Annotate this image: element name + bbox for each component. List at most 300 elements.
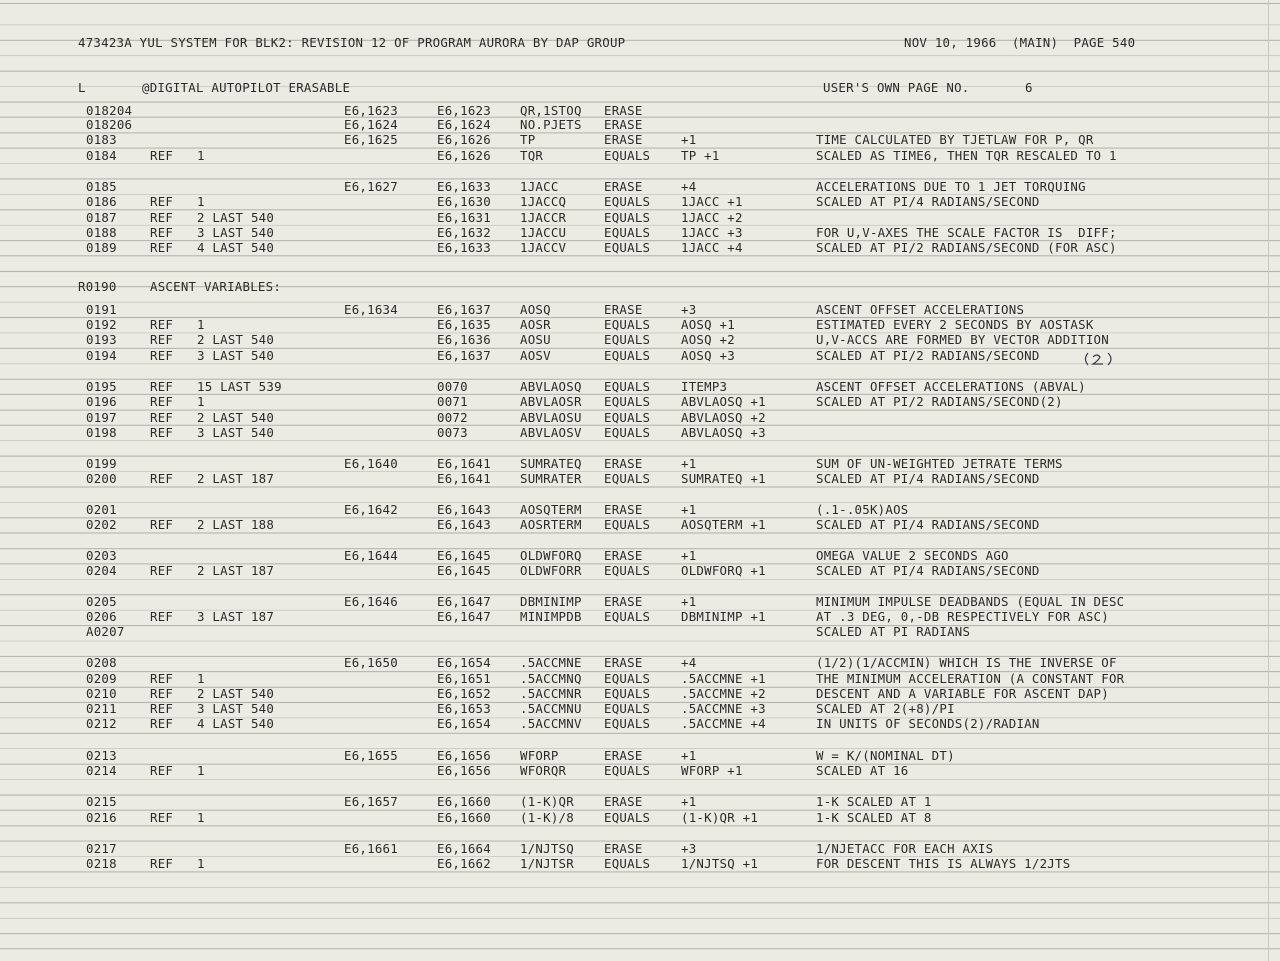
ref-marker: REF (150, 425, 174, 440)
address: E6,1626 (437, 132, 491, 147)
ref-marker: REF (150, 810, 174, 825)
erasable-address: E6,1655 (344, 748, 398, 763)
address: E6,1637 (437, 348, 491, 363)
symbol-name: 1JACCV (520, 240, 567, 255)
comment: SCALED AT 16 (816, 763, 909, 778)
operand: +1 (681, 794, 697, 809)
ref-marker: REF (150, 332, 174, 347)
opcode: EQUALS (604, 471, 651, 486)
listing-row (0, 241, 1280, 255)
operand: TP +1 (681, 148, 720, 163)
listing-row (0, 333, 1280, 347)
ref-marker: REF (150, 471, 174, 486)
operand: 1JACC +1 (681, 194, 743, 209)
opcode: EQUALS (604, 671, 651, 686)
symbol-name: (1-K)/8 (520, 810, 574, 825)
address: E6,1641 (437, 471, 491, 486)
listing-row (0, 717, 1280, 731)
listing-row (0, 133, 1280, 147)
line-number: 0209 (86, 671, 117, 686)
symbol-name: SUMRATER (520, 471, 582, 486)
opcode: EQUALS (604, 348, 651, 363)
address: E6,1632 (437, 225, 491, 240)
ref-info: 3 LAST 540 (197, 701, 275, 716)
opcode: EQUALS (604, 810, 651, 825)
line-number: 0212 (86, 716, 117, 731)
comment: MINIMUM IMPULSE DEADBANDS (EQUAL IN DESC (816, 594, 1125, 609)
erasable-address: E6,1624 (344, 117, 398, 132)
symbol-name: 1JACCR (520, 210, 567, 225)
symbol-name: 1JACCQ (520, 194, 567, 209)
line-number: 0208 (86, 655, 117, 670)
line-number: 0192 (86, 317, 117, 332)
line-number: 0205 (86, 594, 117, 609)
address: E6,1645 (437, 563, 491, 578)
listing-row (0, 764, 1280, 778)
comment: ESTIMATED EVERY 2 SECONDS BY AOSTASK (816, 317, 1094, 332)
address: E6,1623 (437, 103, 491, 118)
operand: +4 (681, 655, 697, 670)
address: 0072 (437, 410, 468, 425)
handwritten-annotation (1082, 352, 1116, 366)
line-number: 0213 (86, 748, 117, 763)
operand: SUMRATEQ +1 (681, 471, 766, 486)
ref-marker: REF (150, 763, 174, 778)
listing-row (0, 549, 1280, 563)
opcode: EQUALS (604, 240, 651, 255)
comment: SCALED AT PI/2 RADIANS/SECOND (816, 348, 1040, 363)
comment: FOR DESCENT THIS IS ALWAYS 1/2JTS (816, 856, 1071, 871)
listing-row (0, 118, 1280, 132)
line-number: 0215 (86, 794, 117, 809)
ref-marker: REF (150, 716, 174, 731)
opcode: ERASE (604, 456, 643, 471)
address: E6,1643 (437, 517, 491, 532)
ref-info: 1 (197, 148, 205, 163)
line-number: 0194 (86, 348, 117, 363)
erasable-address: E6,1646 (344, 594, 398, 609)
operand: AOSQ +3 (681, 348, 735, 363)
user-page-number: 6 (1025, 80, 1033, 95)
operand: AOSQ +1 (681, 317, 735, 332)
symbol-name: .5ACCMNU (520, 701, 582, 716)
comment: SCALED AS TIME6, THEN TQR RESCALED TO 1 (816, 148, 1117, 163)
operand: +1 (681, 548, 697, 563)
address: E6,1652 (437, 686, 491, 701)
opcode: EQUALS (604, 701, 651, 716)
operand: +3 (681, 302, 697, 317)
subheader-marker: L (78, 80, 86, 95)
opcode: EQUALS (604, 686, 651, 701)
operand: WFORP +1 (681, 763, 743, 778)
symbol-name: NO.PJETS (520, 117, 582, 132)
ref-info: 3 LAST 187 (197, 609, 275, 624)
line-number: 0202 (86, 517, 117, 532)
opcode: ERASE (604, 548, 643, 563)
address: E6,1651 (437, 671, 491, 686)
comment: SCALED AT PI/4 RADIANS/SECOND (816, 517, 1040, 532)
line-number: 0184 (86, 148, 117, 163)
operand: ITEMP3 (681, 379, 728, 394)
listing-row (0, 672, 1280, 686)
ref-info: 1 (197, 763, 205, 778)
listing-row (0, 195, 1280, 209)
opcode: ERASE (604, 594, 643, 609)
line-number: 0195 (86, 379, 117, 394)
opcode: ERASE (604, 655, 643, 670)
opcode: ERASE (604, 117, 643, 132)
listing-row (0, 318, 1280, 332)
ref-info: 1 (197, 317, 205, 332)
address: E6,1631 (437, 210, 491, 225)
opcode: ERASE (604, 179, 643, 194)
opcode: EQUALS (604, 317, 651, 332)
symbol-name: AOSQTERM (520, 502, 582, 517)
opcode: ERASE (604, 841, 643, 856)
address: E6,1656 (437, 763, 491, 778)
ref-marker: REF (150, 394, 174, 409)
address: E6,1626 (437, 148, 491, 163)
erasable-address: E6,1625 (344, 132, 398, 147)
operand: +1 (681, 456, 697, 471)
operand: 1/NJTSQ +1 (681, 856, 759, 871)
symbol-name: ABVLAOSQ (520, 379, 582, 394)
ref-marker: REF (150, 348, 174, 363)
listing-row (0, 702, 1280, 716)
listing-row (0, 303, 1280, 317)
comment: SCALED AT 2(+8)/PI (816, 701, 955, 716)
line-number: 0199 (86, 456, 117, 471)
listing-row (0, 595, 1280, 609)
line-number: 0197 (86, 410, 117, 425)
operand: ABVLAOSQ +3 (681, 425, 766, 440)
ref-info: 1 (197, 856, 205, 871)
opcode: EQUALS (604, 609, 651, 624)
address: E6,1637 (437, 302, 491, 317)
ref-info: 3 LAST 540 (197, 425, 275, 440)
address: E6,1647 (437, 594, 491, 609)
line-number: 0198 (86, 425, 117, 440)
erasable-address: E6,1650 (344, 655, 398, 670)
line-number: 0204 (86, 563, 117, 578)
ref-marker: REF (150, 609, 174, 624)
listing-row (0, 656, 1280, 670)
symbol-name: 1/NJTSQ (520, 841, 574, 856)
ref-info: 3 LAST 540 (197, 225, 275, 240)
comment: 1/NJETACC FOR EACH AXIS (816, 841, 994, 856)
address: E6,1660 (437, 794, 491, 809)
listing-row (0, 811, 1280, 825)
user-page-label: USER'S OWN PAGE NO. (823, 80, 970, 95)
ref-marker: REF (150, 240, 174, 255)
operand: AOSQ +2 (681, 332, 735, 347)
ref-marker: REF (150, 701, 174, 716)
opcode: EQUALS (604, 716, 651, 731)
operand: .5ACCMNE +4 (681, 716, 766, 731)
line-number: 0188 (86, 225, 117, 240)
operand: OLDWFORQ +1 (681, 563, 766, 578)
operand: 1JACC +4 (681, 240, 743, 255)
address: E6,1645 (437, 548, 491, 563)
line-number: 0187 (86, 210, 117, 225)
ref-info: 1 (197, 671, 205, 686)
listing-row (0, 564, 1280, 578)
comment: ASCENT OFFSET ACCELERATIONS (816, 302, 1025, 317)
address: E6,1656 (437, 748, 491, 763)
header-date-page: NOV 10, 1966 (MAIN) PAGE 540 (904, 35, 1136, 50)
ref-info: 2 LAST 187 (197, 563, 275, 578)
line-number: 0210 (86, 686, 117, 701)
erasable-address: E6,1634 (344, 302, 398, 317)
ref-info: 1 (197, 194, 205, 209)
comment: SUM OF UN-WEIGHTED JETRATE TERMS (816, 456, 1063, 471)
line-number: 0200 (86, 471, 117, 486)
opcode: EQUALS (604, 763, 651, 778)
listing-row (0, 472, 1280, 486)
comment: FOR U,V-AXES THE SCALE FACTOR IS DIFF; (816, 225, 1117, 240)
comment: SCALED AT PI/2 RADIANS/SECOND(2) (816, 394, 1063, 409)
opcode: ERASE (604, 748, 643, 763)
comment: DESCENT AND A VARIABLE FOR ASCENT DAP) (816, 686, 1109, 701)
ref-marker: REF (150, 194, 174, 209)
operand: +1 (681, 502, 697, 517)
ref-marker: REF (150, 517, 174, 532)
subheader-title: @DIGITAL AUTOPILOT ERASABLE (142, 80, 351, 95)
header-title: 473423A YUL SYSTEM FOR BLK2: REVISION 12 OF PROGRAM AURORA BY DAP GROUP (78, 35, 626, 50)
erasable-address: E6,1642 (344, 502, 398, 517)
listing-row (0, 395, 1280, 409)
comment: SCALED AT PI/4 RADIANS/SECOND (816, 471, 1040, 486)
symbol-name: ABVLAOSR (520, 394, 582, 409)
listing-row (0, 518, 1280, 532)
ref-info: 15 LAST 539 (197, 379, 282, 394)
listing-row (0, 226, 1280, 240)
address: E6,1624 (437, 117, 491, 132)
operand: DBMINIMP +1 (681, 609, 766, 624)
symbol-name: WFORQR (520, 763, 567, 778)
symbol-name: AOSR (520, 317, 551, 332)
comment: AT .3 DEG, 0,-DB RESPECTIVELY FOR ASC) (816, 609, 1109, 624)
opcode: EQUALS (604, 332, 651, 347)
opcode: EQUALS (604, 856, 651, 871)
ref-marker: REF (150, 210, 174, 225)
opcode: ERASE (604, 794, 643, 809)
line-number: A0207 (86, 624, 125, 639)
line-number: 0183 (86, 132, 117, 147)
listing-row (0, 749, 1280, 763)
address: E6,1653 (437, 701, 491, 716)
ref-marker: REF (150, 379, 174, 394)
ref-info: 4 LAST 540 (197, 240, 275, 255)
comment: ACCELERATIONS DUE TO 1 JET TORQUING (816, 179, 1086, 194)
comment: W = K/(NOMINAL DT) (816, 748, 955, 763)
operand: ABVLAOSQ +1 (681, 394, 766, 409)
comment: SCALED AT PI RADIANS (816, 624, 971, 639)
opcode: EQUALS (604, 425, 651, 440)
listing-row (0, 380, 1280, 394)
listing-row (0, 211, 1280, 225)
symbol-name: .5ACCMNQ (520, 671, 582, 686)
line-number: 0191 (86, 302, 117, 317)
address: E6,1641 (437, 456, 491, 471)
ref-info: 2 LAST 540 (197, 332, 275, 347)
operand: ABVLAOSQ +2 (681, 410, 766, 425)
line-number: 0214 (86, 763, 117, 778)
listing-row (0, 842, 1280, 856)
symbol-name: .5ACCMNR (520, 686, 582, 701)
address: E6,1633 (437, 240, 491, 255)
comment: TIME CALCULATED BY TJETLAW FOR P, QR (816, 132, 1094, 147)
operand: +1 (681, 132, 697, 147)
symbol-name: ABVLAOSV (520, 425, 582, 440)
comment: U,V-ACCS ARE FORMED BY VECTOR ADDITION (816, 332, 1109, 347)
operand: .5ACCMNE +2 (681, 686, 766, 701)
operand: .5ACCMNE +1 (681, 671, 766, 686)
ref-info: 3 LAST 540 (197, 348, 275, 363)
symbol-name: OLDWFORQ (520, 548, 582, 563)
opcode: EQUALS (604, 517, 651, 532)
line-number: 0185 (86, 179, 117, 194)
symbol-name: AOSQ (520, 302, 551, 317)
address: E6,1647 (437, 609, 491, 624)
address: E6,1630 (437, 194, 491, 209)
symbol-name: MINIMPDB (520, 609, 582, 624)
opcode: ERASE (604, 502, 643, 517)
opcode: EQUALS (604, 410, 651, 425)
line-number: 0217 (86, 841, 117, 856)
ref-marker: REF (150, 148, 174, 163)
comment: SCALED AT PI/4 RADIANS/SECOND (816, 563, 1040, 578)
opcode: EQUALS (604, 563, 651, 578)
line-number: 0186 (86, 194, 117, 209)
symbol-name: TQR (520, 148, 544, 163)
line-number: 018206 (86, 117, 133, 132)
line-number: 0216 (86, 810, 117, 825)
ref-marker: REF (150, 410, 174, 425)
comment: ASCENT OFFSET ACCELERATIONS (ABVAL) (816, 379, 1086, 394)
symbol-name: QR,1STOQ (520, 103, 582, 118)
ref-info: 2 LAST 540 (197, 410, 275, 425)
comment: (1/2)(1/ACCMIN) WHICH IS THE INVERSE OF (816, 655, 1117, 670)
opcode: ERASE (604, 302, 643, 317)
line-number: 0203 (86, 548, 117, 563)
listing-row (0, 457, 1280, 471)
opcode: EQUALS (604, 210, 651, 225)
comment: SCALED AT PI/2 RADIANS/SECOND (FOR ASC) (816, 240, 1117, 255)
comment: OMEGA VALUE 2 SECONDS AGO (816, 548, 1009, 563)
opcode: ERASE (604, 103, 643, 118)
symbol-name: 1JACC (520, 179, 559, 194)
listing-row (0, 180, 1280, 194)
listing-row (0, 411, 1280, 425)
comment: THE MINIMUM ACCELERATION (A CONSTANT FOR (816, 671, 1125, 686)
symbol-name: .5ACCMNE (520, 655, 582, 670)
symbol-name: AOSRTERM (520, 517, 582, 532)
opcode: EQUALS (604, 148, 651, 163)
operand: AOSQTERM +1 (681, 517, 766, 532)
operand: .5ACCMNE +3 (681, 701, 766, 716)
line-number: 0206 (86, 609, 117, 624)
ref-marker: REF (150, 686, 174, 701)
opcode: ERASE (604, 132, 643, 147)
operand: (1-K)QR +1 (681, 810, 759, 825)
symbol-name: TP (520, 132, 536, 147)
listing-row (0, 610, 1280, 624)
symbol-name: ABVLAOSU (520, 410, 582, 425)
listing-row (0, 857, 1280, 871)
erasable-address: E6,1640 (344, 456, 398, 471)
symbol-name: WFORP (520, 748, 559, 763)
listing-row (0, 426, 1280, 440)
ref-info: 1 (197, 810, 205, 825)
symbol-name: (1-K)QR (520, 794, 574, 809)
line-number: 0201 (86, 502, 117, 517)
listing-row (0, 687, 1280, 701)
line-number: 0193 (86, 332, 117, 347)
symbol-name: 1JACCU (520, 225, 567, 240)
ref-info: 2 LAST 187 (197, 471, 275, 486)
section-title: ASCENT VARIABLES: (150, 279, 282, 294)
opcode: EQUALS (604, 379, 651, 394)
address: E6,1633 (437, 179, 491, 194)
ref-marker: REF (150, 856, 174, 871)
symbol-name: AOSU (520, 332, 551, 347)
operand: +1 (681, 748, 697, 763)
ref-info: 2 LAST 540 (197, 210, 275, 225)
erasable-address: E6,1661 (344, 841, 398, 856)
line-number: 0196 (86, 394, 117, 409)
address: 0071 (437, 394, 468, 409)
listing-row (0, 625, 1280, 639)
opcode: EQUALS (604, 225, 651, 240)
address: E6,1664 (437, 841, 491, 856)
line-number: 0218 (86, 856, 117, 871)
symbol-name: .5ACCMNV (520, 716, 582, 731)
symbol-name: 1/NJTSR (520, 856, 574, 871)
section-line-number: R0190 (78, 279, 117, 294)
ref-info: 2 LAST 540 (197, 686, 275, 701)
line-number: 018204 (86, 103, 133, 118)
line-number: 0211 (86, 701, 117, 716)
symbol-name: SUMRATEQ (520, 456, 582, 471)
operand: +4 (681, 179, 697, 194)
ref-info: 4 LAST 540 (197, 716, 275, 731)
address: E6,1636 (437, 332, 491, 347)
comment: 1-K SCALED AT 8 (816, 810, 932, 825)
comment: 1-K SCALED AT 1 (816, 794, 932, 809)
ref-marker: REF (150, 317, 174, 332)
symbol-name: DBMINIMP (520, 594, 582, 609)
comment: (.1-.05K)AOS (816, 502, 909, 517)
erasable-address: E6,1623 (344, 103, 398, 118)
opcode: EQUALS (604, 194, 651, 209)
operand: 1JACC +2 (681, 210, 743, 225)
ref-marker: REF (150, 225, 174, 240)
erasable-address: E6,1627 (344, 179, 398, 194)
address: E6,1654 (437, 716, 491, 731)
operand: +3 (681, 841, 697, 856)
opcode: EQUALS (604, 394, 651, 409)
comment: IN UNITS OF SECONDS(2)/RADIAN (816, 716, 1040, 731)
operand: 1JACC +3 (681, 225, 743, 240)
ref-marker: REF (150, 563, 174, 578)
address: E6,1643 (437, 502, 491, 517)
erasable-address: E6,1644 (344, 548, 398, 563)
symbol-name: OLDWFORR (520, 563, 582, 578)
address: 0073 (437, 425, 468, 440)
listing-row (0, 795, 1280, 809)
listing-row (0, 503, 1280, 517)
